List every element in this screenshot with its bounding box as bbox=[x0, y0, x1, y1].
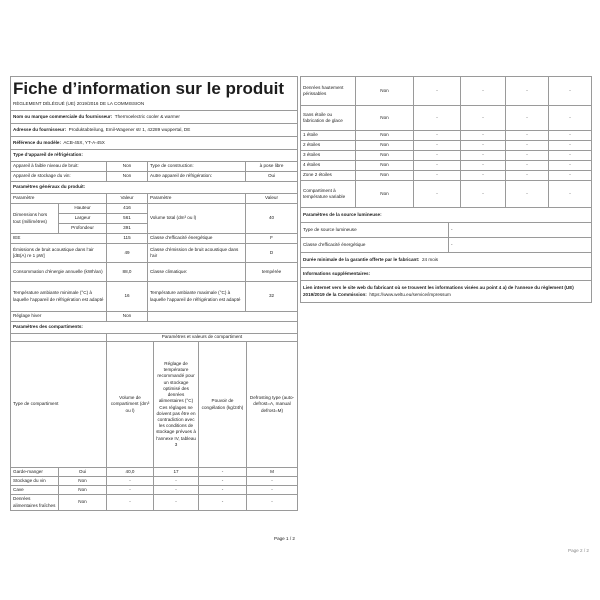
supplier-address-row bbox=[11, 124, 298, 137]
product-information-sheet bbox=[10, 76, 591, 553]
compartment-name: Zone 2 étoiles bbox=[301, 171, 356, 181]
general-header-param-2: Paramètre bbox=[148, 194, 246, 204]
page-number-right: Page 2 / 2 bbox=[568, 548, 589, 553]
construction-type-value: à pose libre bbox=[246, 162, 298, 172]
min-temp-label: Température ambiante minimale (°C) à laquelle l’appareil de réfrigération est adapté bbox=[11, 282, 107, 312]
left-column bbox=[10, 76, 297, 511]
climate-class-value: tempérée bbox=[246, 263, 298, 282]
compartment-freezing: - bbox=[506, 131, 549, 141]
compartment-group-header: Paramètres et valeurs de compartiment bbox=[107, 334, 298, 342]
recommended-temp-header: Réglage de température recommandé pour un stockage optimisé des denrées alimentaires (°C) Ces réglages ne doivent pas être en contradiction avec les conditions de stockage prévues à l’annexe IV, tableau 3 bbox=[154, 342, 199, 468]
table-row bbox=[301, 171, 592, 181]
noise-class-value: D bbox=[246, 244, 298, 263]
compartment-freezing: - bbox=[199, 477, 247, 486]
compartment-defrost: M bbox=[247, 468, 298, 477]
compartment-volume: - bbox=[414, 141, 461, 151]
energy-class-label: Classe d’efficacité énergétique bbox=[148, 234, 246, 244]
compartment-defrost: - bbox=[549, 161, 592, 171]
winter-setting-empty bbox=[148, 312, 298, 322]
eei-label: IEE bbox=[11, 234, 107, 244]
low-noise-value: Non bbox=[107, 162, 148, 172]
table-row bbox=[11, 468, 298, 477]
compartment-temp: - bbox=[461, 131, 506, 141]
compartment-temp: - bbox=[154, 495, 199, 511]
low-noise-label: Appareil à faible niveau de bruit: bbox=[11, 162, 107, 172]
table-row bbox=[301, 77, 592, 106]
compartment-defrost: - bbox=[549, 77, 592, 106]
energy-class-value: F bbox=[246, 234, 298, 244]
compartment-freezing: - bbox=[506, 171, 549, 181]
compartment-volume-header: Volume de compartiment (dm³ ou l) bbox=[107, 342, 154, 468]
depth-label: Profondeur bbox=[59, 224, 107, 234]
compartment-temp: - bbox=[461, 161, 506, 171]
table-row bbox=[11, 495, 298, 511]
model-label: Référence du modèle: bbox=[13, 139, 61, 145]
compartment-temp: - bbox=[461, 171, 506, 181]
compartment-present: Non bbox=[356, 106, 414, 131]
light-source-class-value: - bbox=[449, 238, 592, 253]
right-column bbox=[300, 76, 591, 303]
compartment-defrost: - bbox=[549, 171, 592, 181]
max-temp-label: Température ambiante maximale (°C) à laquelle l’appareil de réfrigération est adapté bbox=[148, 282, 246, 312]
compartment-volume: - bbox=[414, 181, 461, 208]
compartment-name: Denrées alimentaires fraîches bbox=[11, 495, 59, 511]
light-warranty-table bbox=[300, 207, 592, 303]
compartment-name: Garde-manger bbox=[11, 468, 59, 477]
eei-value: 115 bbox=[107, 234, 148, 244]
compartment-present: Non bbox=[356, 141, 414, 151]
min-temp-value: 16 bbox=[107, 282, 148, 312]
compartment-volume: - bbox=[414, 161, 461, 171]
manufacturer-link-label: Lien internet vers le site web du fabricant où se trouvent les informations visées au point 4 a) de l’annexe du règlement (UE) 2019/2019 de la Commission: bbox=[303, 285, 574, 297]
table-row bbox=[301, 106, 592, 131]
compartment-present: Non bbox=[356, 151, 414, 161]
model-row bbox=[11, 137, 298, 150]
compartment-freezing: - bbox=[506, 161, 549, 171]
warranty-value: 24 mois bbox=[421, 256, 439, 262]
compartments-table-continued bbox=[300, 76, 592, 208]
height-value: 416 bbox=[107, 204, 148, 214]
construction-type-label: Type de construction: bbox=[148, 162, 246, 172]
total-volume-value: 40 bbox=[246, 204, 298, 234]
freezing-capacity-header: Pouvoir de congélation (kg/24h) bbox=[199, 342, 247, 468]
compartment-name: 1 étoile bbox=[301, 131, 356, 141]
depth-value: 391 bbox=[107, 224, 148, 234]
table-row bbox=[301, 141, 592, 151]
dimensions-label: Dimensions hors tout (millimètres) bbox=[11, 204, 59, 234]
regulation-text: RÈGLEMENT DÉLÉGUÉ (UE) 2019/2016 DE LA COMMISSION bbox=[11, 99, 298, 111]
compartment-present: Non bbox=[356, 131, 414, 141]
compartment-freezing: - bbox=[199, 468, 247, 477]
compartment-temp: - bbox=[154, 477, 199, 486]
compartment-type-label: Type de compartiment bbox=[11, 342, 107, 468]
compartment-volume: 40,0 bbox=[107, 468, 154, 477]
compartment-volume: - bbox=[107, 477, 154, 486]
table-row bbox=[11, 477, 298, 486]
compartment-defrost: - bbox=[247, 495, 298, 511]
sheet-table-left bbox=[10, 76, 298, 334]
compartment-volume: - bbox=[107, 495, 154, 511]
winter-setting-label: Réglage hiver bbox=[11, 312, 107, 322]
climate-class-label: Classe climatique: bbox=[148, 263, 246, 282]
other-appliance-label: Autre appareil de réfrigération: bbox=[148, 172, 246, 182]
sheet-title: Fiche d’information sur le produit bbox=[11, 77, 298, 99]
other-appliance-value: Oui bbox=[246, 172, 298, 182]
general-header-value-2: Valeur bbox=[246, 194, 298, 204]
compartment-type-spacer bbox=[11, 334, 107, 342]
supplier-name-row bbox=[11, 111, 298, 124]
compartment-volume: - bbox=[414, 171, 461, 181]
compartment-volume: - bbox=[107, 486, 154, 495]
noise-emission-label: Émissions de bruit acoustique dans l’air [dB(A) re 1 pW] bbox=[11, 244, 107, 263]
compartment-defrost: - bbox=[549, 131, 592, 141]
appliance-type-heading: Type d’appareil de réfrigération: bbox=[11, 150, 298, 162]
compartment-freezing: - bbox=[199, 495, 247, 511]
compartment-present: Non bbox=[59, 495, 107, 511]
compartment-present: Oui bbox=[59, 468, 107, 477]
wine-storage-label: Appareil de stockage du vin: bbox=[11, 172, 107, 182]
compartment-freezing: - bbox=[506, 141, 549, 151]
warranty-row bbox=[301, 253, 592, 268]
compartment-temp: - bbox=[461, 181, 506, 208]
annual-energy-value: 88,0 bbox=[107, 263, 148, 282]
compartment-present: Non bbox=[59, 477, 107, 486]
compartment-present: Non bbox=[356, 181, 414, 208]
wine-storage-value: Non bbox=[107, 172, 148, 182]
compartment-freezing: - bbox=[506, 151, 549, 161]
compartment-present: Non bbox=[59, 486, 107, 495]
compartment-defrost: - bbox=[549, 151, 592, 161]
compartment-name: Sans étoile ou fabrication de glace bbox=[301, 106, 356, 131]
table-row bbox=[11, 486, 298, 495]
compartment-defrost: - bbox=[247, 477, 298, 486]
compartment-temp: 17 bbox=[154, 468, 199, 477]
table-row bbox=[301, 131, 592, 141]
compartment-defrost: - bbox=[549, 181, 592, 208]
compartment-freezing: - bbox=[199, 486, 247, 495]
compartment-freezing: - bbox=[506, 106, 549, 131]
compartments-table bbox=[10, 333, 298, 511]
compartment-volume: - bbox=[414, 131, 461, 141]
compartment-freezing: - bbox=[506, 77, 549, 106]
light-source-type-label: Type de source lumineuse bbox=[301, 223, 449, 238]
compartments-heading: Paramètres des compartiments: bbox=[11, 322, 298, 334]
annual-energy-label: Consommation d’énergie annuelle (kWh/an) bbox=[11, 263, 107, 282]
compartment-defrost: - bbox=[549, 106, 592, 131]
noise-emission-value: 49 bbox=[107, 244, 148, 263]
compartment-name: 4 étoiles bbox=[301, 161, 356, 171]
warranty-label: Durée minimale de la garantie offerte par le fabricant: bbox=[303, 256, 420, 262]
page-number-left: Page 1 / 2 bbox=[274, 536, 295, 541]
noise-class-label: Classe d’émission de bruit acoustique dans l’air bbox=[148, 244, 246, 263]
general-header-value-1: Valeur bbox=[107, 194, 148, 204]
compartment-name: Cave bbox=[11, 486, 59, 495]
total-volume-label: Volume total (dm³ ou l) bbox=[148, 204, 246, 234]
compartment-defrost: - bbox=[549, 141, 592, 151]
manufacturer-link-value: https://www.weltu.eu/service/impressum bbox=[369, 291, 451, 297]
light-source-class-label: Classe d’efficacité énergétique bbox=[301, 238, 449, 253]
compartment-volume: - bbox=[414, 151, 461, 161]
model-value: ACB-45X, YT-A-45X bbox=[63, 139, 105, 145]
winter-setting-value: Non bbox=[107, 312, 148, 322]
compartment-freezing: - bbox=[506, 181, 549, 208]
general-parameters-heading: Paramètres généraux du produit: bbox=[11, 182, 298, 194]
compartment-name: Denrées hautement périssables bbox=[301, 77, 356, 106]
table-row bbox=[301, 161, 592, 171]
compartment-volume: - bbox=[414, 77, 461, 106]
compartment-defrost: - bbox=[247, 486, 298, 495]
supplier-address-value: Produktabteilung, Emil-Wagener str 1, 42289 wuppertal, DE bbox=[68, 126, 191, 132]
compartment-present: Non bbox=[356, 171, 414, 181]
table-row bbox=[301, 181, 592, 208]
compartment-present: Non bbox=[356, 161, 414, 171]
width-label: Largeur bbox=[59, 214, 107, 224]
compartment-name: Stockage du vin bbox=[11, 477, 59, 486]
supplier-address-label: Adresse du fournisseur: bbox=[13, 126, 67, 132]
compartment-name: 2 étoiles bbox=[301, 141, 356, 151]
compartment-present: Non bbox=[356, 77, 414, 106]
table-row bbox=[301, 151, 592, 161]
compartment-name: Compartiment à température variable bbox=[301, 181, 356, 208]
light-source-heading: Paramètres de la source lumineuse: bbox=[301, 208, 592, 223]
general-header-param-1: Paramètre bbox=[11, 194, 107, 204]
manufacturer-link-row bbox=[301, 281, 592, 303]
compartment-temp: - bbox=[461, 151, 506, 161]
supplier-name-value: Thermoelectric cooler & warmer bbox=[114, 113, 180, 119]
max-temp-value: 32 bbox=[246, 282, 298, 312]
light-source-type-value: - bbox=[449, 223, 592, 238]
height-label: Hauteur bbox=[59, 204, 107, 214]
compartment-temp: - bbox=[461, 141, 506, 151]
compartment-temp: - bbox=[154, 486, 199, 495]
compartment-name: 3 étoiles bbox=[301, 151, 356, 161]
compartment-volume: - bbox=[414, 106, 461, 131]
additional-info-heading: Informations supplémentaires: bbox=[301, 268, 592, 281]
defrost-type-header: Defrosting type (auto-defrost=A, manual defrost=M) bbox=[247, 342, 298, 468]
compartment-temp: - bbox=[461, 106, 506, 131]
compartment-temp: - bbox=[461, 77, 506, 106]
supplier-name-label: Nom ou marque commerciale du fournisseur: bbox=[13, 113, 113, 119]
width-value: 561 bbox=[107, 214, 148, 224]
